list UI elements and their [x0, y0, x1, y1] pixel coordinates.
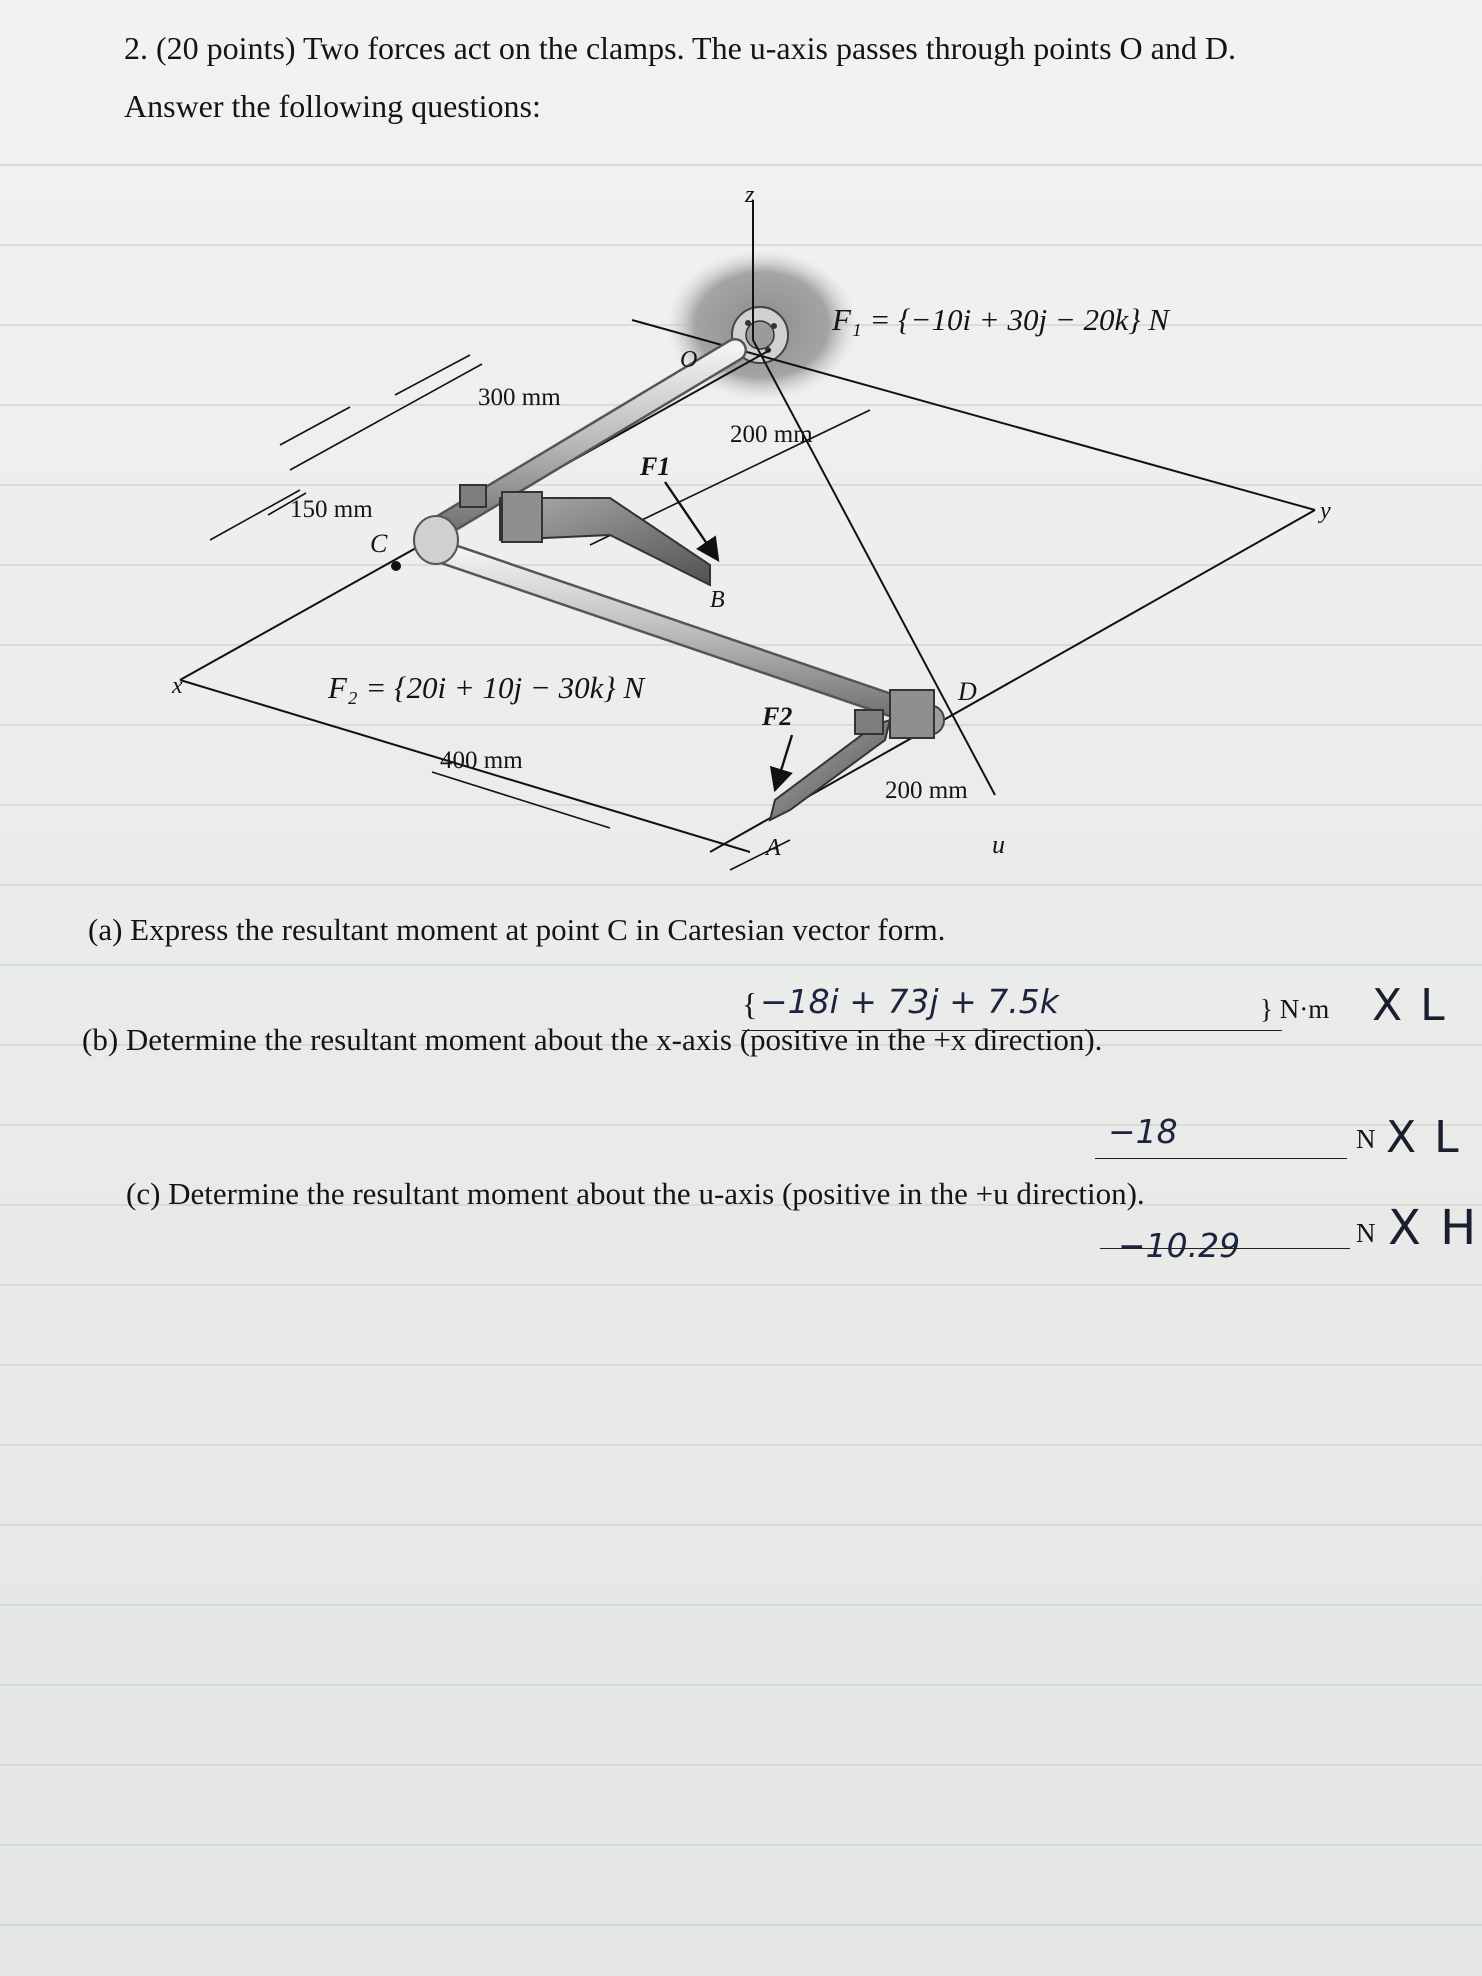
f2-arrow — [775, 735, 792, 790]
answer-c-unit: N — [1356, 1218, 1376, 1248]
answer-c-value: −10.29 — [1118, 1226, 1241, 1265]
clamp-diagram — [150, 180, 1370, 880]
point-o-label: O — [680, 347, 698, 373]
y-axis-label: y — [1320, 498, 1331, 524]
grade-b-mark: X L — [1386, 1112, 1461, 1163]
point-c-dot — [391, 561, 401, 571]
problem-header: 2. (20 points) Two forces act on the clamps. The u-axis passes through points O and D. — [124, 30, 1236, 66]
point-d-label: D — [958, 677, 977, 706]
question-b-text: (b) Determine the resultant moment about the x-axis (positive in the +x direction). — [82, 1022, 1103, 1057]
u-axis-label: u — [992, 830, 1005, 859]
question-c-text: (c) Determine the resultant moment about the u-axis (positive in the +u direction). — [126, 1176, 1145, 1211]
question-a-text: (a) Express the resultant moment at point C in Cartesian vector form. — [88, 912, 946, 947]
problem-instruction: Answer the following questions: — [124, 88, 541, 124]
dim-300-label: 300 mm — [478, 384, 561, 411]
dim-400-label: 400 mm — [440, 747, 523, 774]
point-b-label: B — [710, 587, 725, 613]
f1-equation: F₁ = {−10i + 30j − 20k} N — [832, 302, 1170, 337]
f2-equation: F₂ = {20i + 10j − 30k} N — [328, 670, 645, 705]
grade-c-mark: X H — [1388, 1200, 1479, 1256]
f1-label: F1 — [640, 452, 671, 481]
answer-b-blank — [1095, 1158, 1347, 1159]
f2-label: F2 — [762, 702, 793, 731]
dim-200-top-label: 200 mm — [730, 421, 813, 448]
z-axis-label: z — [745, 182, 755, 208]
answer-b-value: −18 — [1108, 1112, 1178, 1151]
answer-b-unit: N — [1356, 1124, 1376, 1154]
point-a-label: A — [766, 835, 781, 861]
grade-a-mark: X L — [1372, 980, 1447, 1031]
answer-c-blank — [1100, 1248, 1350, 1249]
answer-a-unit: } N·m — [1260, 994, 1330, 1024]
x-axis-label: x — [172, 673, 183, 699]
answer-a-value: −18i + 73j + 7.5k — [760, 982, 1059, 1021]
answer-a-prefix: { — [742, 986, 758, 1022]
dim-200-bottom-label: 200 mm — [885, 777, 968, 804]
dim-150-label: 150 mm — [290, 496, 373, 523]
point-c-label: C — [370, 529, 388, 558]
